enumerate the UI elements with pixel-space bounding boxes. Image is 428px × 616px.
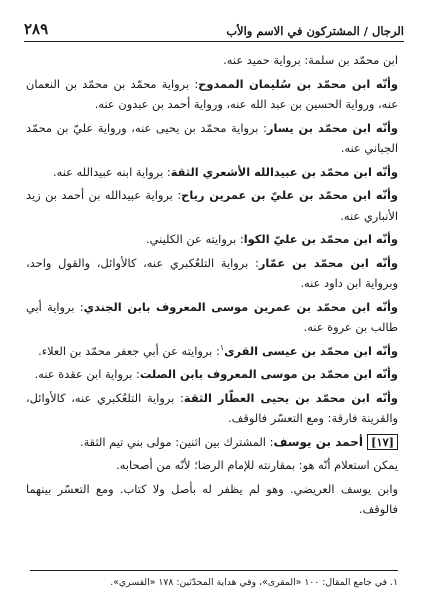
paragraph-text: وابن يوسف العريضي. وهو لم يظفر له بأصل ولا كتاب. ومع التعسّر بينهما فالوقف. <box>26 481 398 516</box>
paragraph-text: : برواية ابن عقدة عنه. <box>34 367 140 381</box>
entry-title: أحمد بن يوسف <box>273 434 363 449</box>
footnote-marker: ١ <box>219 342 225 352</box>
header-rule <box>24 41 404 42</box>
paragraph-lead: وأنّه ابن محمّد بن يحيى العطّار الثقة <box>183 390 398 405</box>
running-header <box>24 14 404 38</box>
paragraph <box>26 229 398 250</box>
paragraph <box>26 341 398 362</box>
paragraph <box>26 455 398 476</box>
paragraph <box>26 297 398 338</box>
paragraph-lead: وأنّه ابن محمّد بن عيسى القرى <box>224 343 398 358</box>
body-text <box>26 50 398 523</box>
entry-number: [١٧] <box>367 434 398 450</box>
paragraph <box>26 253 398 294</box>
paragraph-text: : برواية محمّد بن محمّد بن النعمان عنه، ورواية الحسين بن عبد الله عنه، ورواية أحمد بن عبدون عنه. <box>26 76 398 111</box>
paragraph-text: : برواية محمّد بن يحيى عنه، ورواية عليّ بن محمّد الجباني عنه. <box>26 120 398 155</box>
paragraph <box>26 162 398 183</box>
entry-heading <box>26 432 398 453</box>
paragraph <box>26 118 398 159</box>
page-number: ٢٨٩ <box>24 20 49 38</box>
paragraph-text: : برواية ابنه عبيدالله عنه. <box>52 164 171 179</box>
paragraph-lead: وأنّه ابن محمّد بن عليّ الكوا <box>243 232 398 246</box>
footnote: ١. في جامع المقال: ١٠٠ «المقرى»، وفي هداية المحدّثين: ١٧٨ «القسري». <box>110 577 398 588</box>
paragraph-lead: وأنّه ابن محمّد بن عليّ بن عمرين رياح <box>181 188 398 202</box>
paragraph-lead: وأنّه ابن محمّد بن عبيدالله الأشعري الثقة <box>170 164 398 179</box>
paragraph-lead: وأنّه ابن محمّد بن عمرين موسى المعروف بابن الجندي <box>83 299 398 314</box>
paragraph-lead: وأنّه ابن محمّد بن عمّار <box>258 255 398 270</box>
paragraph-text: : برواية عبيدالله بن أحمد بن زيد الأنباري عنه. <box>26 188 398 223</box>
paragraph-lead: وأنّه ابن محمّد بن سُليمان الممدوح <box>198 76 398 91</box>
paragraph <box>26 388 398 429</box>
paragraph-text: : برواية أبي طالب بن عروة عنه. <box>26 299 398 334</box>
paragraph <box>26 364 398 385</box>
paragraph-text: ابن محمّد بن سلمة: برواية حميد عنه. <box>223 53 398 67</box>
paragraph-text: : برواية التلعُكبري عنه، كالأوائل، والقرينة فارقة: ومع التعسّر فالوقف. <box>26 390 398 425</box>
paragraph <box>26 479 398 520</box>
paragraph-text: : برواية التلعُكبري عنه، كالأوائل، والقول واحد، وبرواية ابن داود عنه. <box>26 255 398 290</box>
entry-text: : المشترك بين اثنين: مولى بني تيم الثقة. <box>79 434 274 449</box>
header-title: الرجال / المشتركون في الاسم والأب <box>226 24 404 38</box>
footnote-rule <box>30 570 398 571</box>
paragraph <box>26 185 398 226</box>
paragraph <box>26 74 398 115</box>
paragraph <box>26 50 398 71</box>
paragraph-text: يمكن استعلام أنّه هو: بمقارنته للإمام الرضا؛ لأنّه من أصحابه. <box>116 458 398 472</box>
paragraph-text: : بروايته عن أبي جعفر محمّد بن العلاء. <box>38 343 220 358</box>
paragraph-lead: وأنّه ابن محمّد بن يسار <box>266 120 398 135</box>
paragraph-lead: وأنّه ابن محمّد بن موسى المعروف بابن الصلت <box>139 367 398 381</box>
paragraph-text: : بروايته عن الكليني. <box>146 232 244 246</box>
